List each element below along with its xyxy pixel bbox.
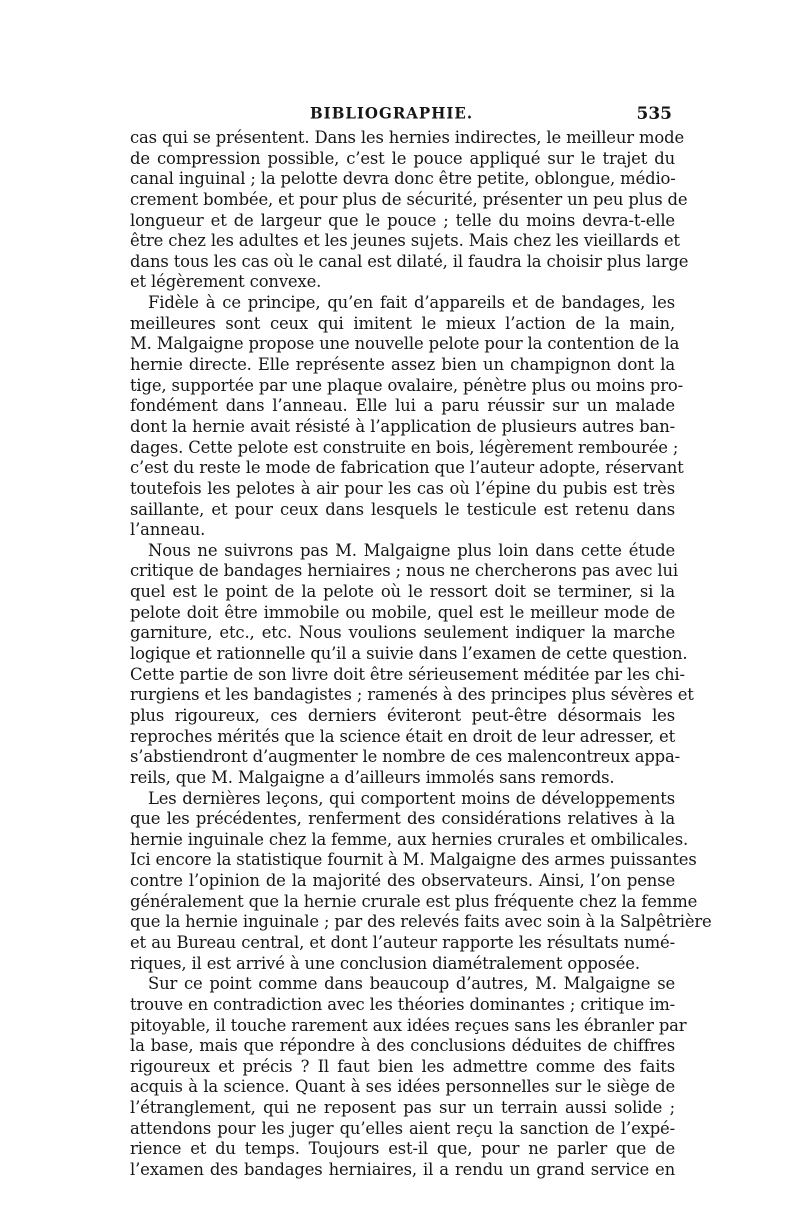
text-line: que les précédentes, renferment des considérations relatives à la [130,809,675,829]
text-line: et au Bureau central, et dont l’auteur rapporte les résultats numé- [130,932,675,952]
text-line: tige, supportée par une plaque ovalaire, pénètre plus ou moins pro- [130,375,684,395]
text-line: Sur ce point comme dans beaucoup d’autres, M. Malgaigne se [148,974,675,994]
text-line: longueur et de largeur que le pouce ; telle du moins devra-t-elle [130,210,675,230]
text-line: critique de bandages herniaires ; nous ne chercherons pas avec lui [130,561,678,581]
text-line: attendons pour les juger qu’elles aient reçu la sanction de l’expé- [130,1118,675,1138]
text-line: fondément dans l’anneau. Elle lui a paru réussir sur un malade [130,396,675,416]
text-line: hernie directe. Elle représente assez bien un champignon dont la [130,355,675,375]
text-line: rurgiens et les bandagistes ; ramenés à des principes plus sévères et [130,685,694,705]
text-line: meilleures sont ceux qui imitent le mieux l’action de la main, [130,313,675,333]
text-line: l’étranglement, qui ne reposent pas sur un terrain aussi solide ; [130,1098,675,1118]
text-line: reproches mérités que la science était en droit de leur adresser, et [130,726,675,746]
text-line: trouve en contradiction avec les théories dominantes ; critique im- [130,994,675,1014]
text-line: l’examen des bandages herniaires, il a rendu un grand service en [130,1160,675,1180]
text-line: saillante, et pour ceux dans lesquels le testicule est retenu dans [130,499,675,519]
text-line: être chez les adultes et les jeunes sujets. Mais chez les vieillards et [130,231,680,251]
text-line: c’est du reste le mode de fabrication que l’auteur adopte, réservant [130,458,684,478]
text-line: canal inguinal ; la pelotte devra donc être petite, oblongue, médio- [130,169,676,189]
text-line: cas qui se présentent. Dans les hernies indirectes, le meilleur mode [130,128,684,147]
text-line: que la hernie inguinale ; par des relevés faits avec soin à la Salpêtrière [130,912,712,932]
text-line: riques, il est arrivé à une conclusion diamétralement opposée. [130,953,640,973]
text-line: hernie inguinale chez la femme, aux hernies crurales et ombilicales. [130,829,689,849]
text-line: l’anneau. [130,520,206,540]
text-line: dont la hernie avait résisté à l’application de plusieurs autres ban- [130,416,675,436]
text-line: et légèrement convexe. [130,272,322,292]
page-number: 535 [636,104,672,124]
body-text [130,128,712,1181]
text-line: logique et rationnelle qu’il a suivie dans l’examen de cette question. [130,644,688,664]
text-line: rience et du temps. Toujours est-il que, pour ne parler que de [130,1139,675,1159]
text-line: garniture, etc., etc. Nous voulions seulement indiquer la marche [130,623,675,643]
text-line: acquis à la science. Quant à ses idées personnelles sur le siège de [130,1077,675,1097]
text-line: reils, que M. Malgaigne a d’ailleurs immolés sans remords. [130,767,615,787]
text-line: s’abstiendront d’augmenter le nombre de ces malencontreux appa- [130,747,681,767]
text-line: Nous ne suivrons pas M. Malgaigne plus loin dans cette étude [148,540,675,560]
text-line: plus rigoureux, ces derniers éviteront peut-être désormais les [130,705,675,725]
text-line: Les dernières leçons, qui comportent moins de développements [148,788,675,808]
text-line: Fidèle à ce principe, qu’en fait d’appareils et de bandages, les [148,293,675,313]
text-line: de compression possible, c’est le pouce appliqué sur le trajet du [130,148,675,168]
text-line: pelote doit être immobile ou mobile, quel est le meilleur mode de [130,602,675,622]
text-line: quel est le point de la pelote où le ressort doit se terminer, si la [130,582,675,602]
text-line: rigoureux et précis ? Il faut bien les admettre comme des faits [130,1056,675,1076]
text-line: Cette partie de son livre doit être sérieusement méditée par les chi- [130,664,685,684]
text-line: pitoyable, il touche rarement aux idées reçues sans les ébranler par [130,1015,687,1035]
text-line: la base, mais que répondre à des conclusions déduites de chiffres [130,1036,675,1056]
text-line: crement bombée, et pour plus de sécurité, présenter un peu plus de [130,189,688,209]
text-line: Ici encore la statistique fournit à M. Malgaigne des armes puissantes [130,850,697,870]
text-line: contre l’opinion de la majorité des observateurs. Ainsi, l’on pense [130,871,675,891]
text-line: M. Malgaigne propose une nouvelle pelote pour la contention de la [130,334,680,354]
running-header-title: BIBLIOGRAPHIE. [310,103,474,123]
text-line: toutefois les pelotes à air pour les cas où l’épine du pubis est très [130,478,675,498]
text-line: dans tous les cas où le canal est dilaté, il faudra la choisir plus large [130,251,689,271]
text-line: dages. Cette pelote est construite en bois, légèrement rembourée ; [130,437,679,457]
text-line: généralement que la hernie crurale est plus fréquente chez la femme [130,891,698,911]
